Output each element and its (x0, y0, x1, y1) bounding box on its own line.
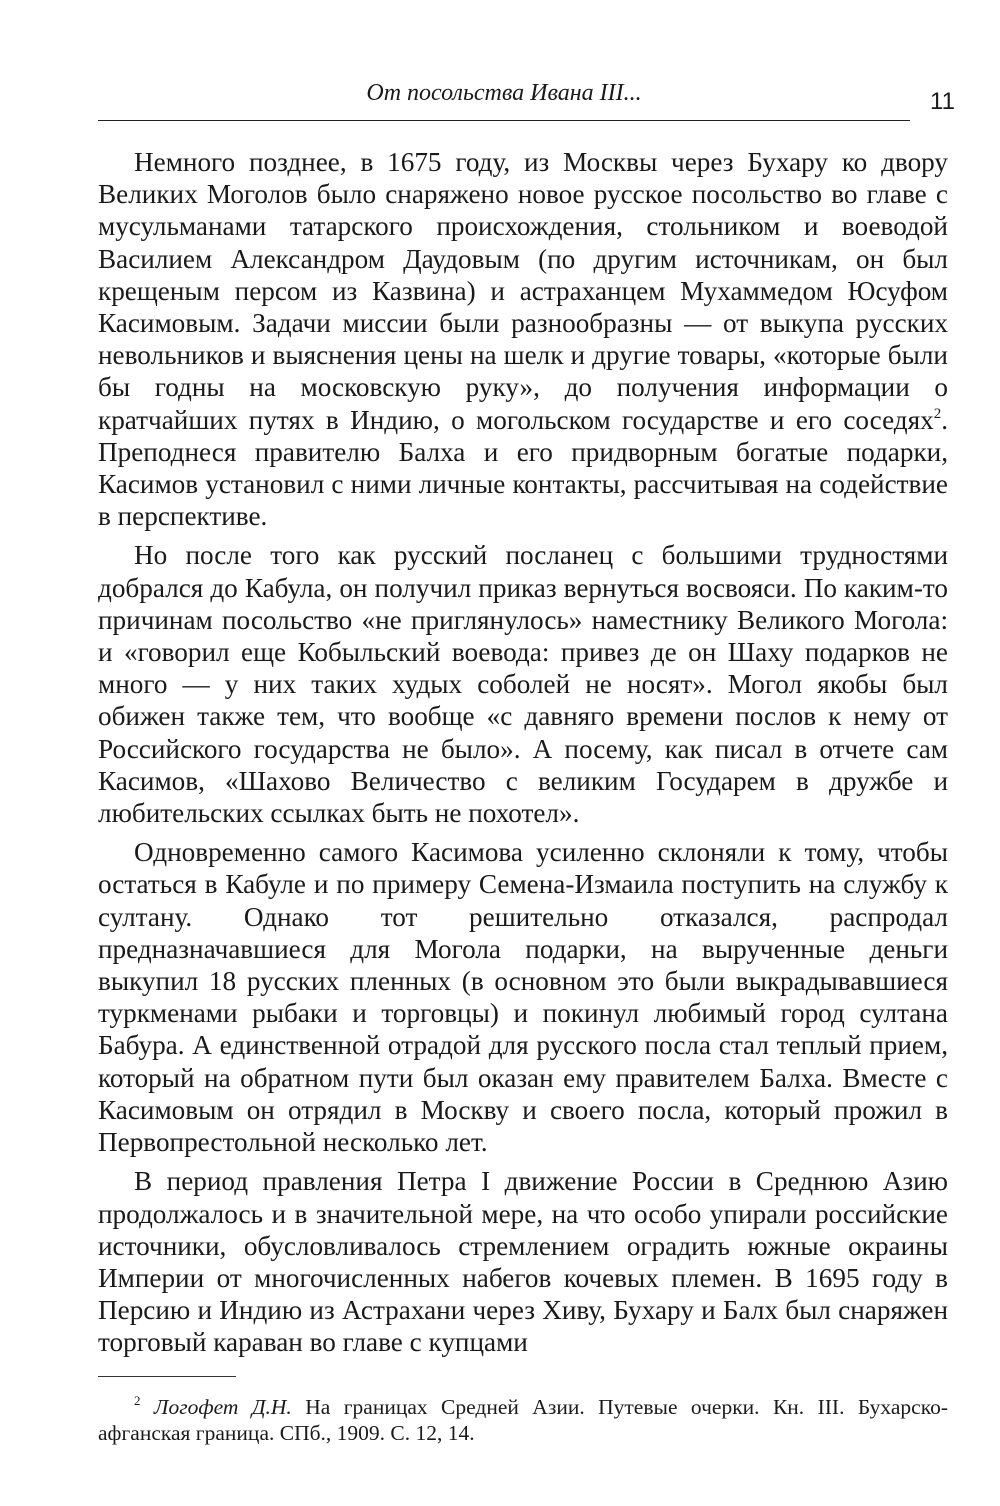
paragraph-1-text-continued: . Преподнеся правителю Балха и его придворным богатые подарки, Касимов установил с ними личные контакты, рассчитывая на содействие в перспективе. (98, 404, 948, 532)
page-number: 11 (930, 88, 955, 115)
footnote-text: На границах Средней Азии. Путевые очерки. Кн. III. Бухарско-афганская граница. СПб., 1909. С. 12, 14. (98, 1395, 948, 1445)
paragraph-2: Но после того как русский посланец с большими трудностями добрался до Кабула, он получил приказ вернуться восвояси. По каким-то причинам посольство «не приглянулось» наместнику Великого Могола: и «говорил еще Кобыльский воевода: привез де он Шаху подарков не много — у них таких худых соболей не носят». Могол якобы был обижен также тем, что вообще «с давняго времени послов к нему от Российского государства не было». А посему, как писал в отчете сам Касимов, «Шахово Величество с великим Государем в дружбе и любительских ссылках быть не похотел». (98, 540, 948, 829)
footnote (98, 1394, 948, 1446)
footnote-author: Логофет Д.Н. (153, 1395, 292, 1419)
running-title: От посольства Ивана III... (366, 80, 642, 106)
running-header (98, 78, 910, 121)
footnote-divider (98, 1376, 236, 1377)
paragraph-1 (98, 146, 948, 532)
paragraph-4: В период правления Петра I движение России в Среднюю Азию продолжалось и в значительной мере, на что особо упирали российские источники, обусловливалось стремлением оградить южные окраины Империи от многочисленных набегов кочевых племен. В 1695 году в Персию и Индию из Астрахани через Хиву, Бухару и Балх был снаряжен торговый караван во главе с купцами (98, 1166, 948, 1358)
footnote-reference: 2 (933, 405, 942, 422)
footnote-mark: 2 (134, 1393, 141, 1408)
paragraph-3: Одновременно самого Касимова усиленно склоняли к тому, чтобы остаться в Кабуле и по примеру Семена-Измаила поступить на службу к султану. Однако тот решительно отказался, распродал предназначавшиеся для Могола подарки, на вырученные деньги выкупил 18 русских пленных (в основном это были выкрадывавшиеся туркменами рыбаки и торговцы) и покинул любимый город султана Бабура. А единственной отрадой для русского посла стал теплый прием, который на обратном пути был оказан ему правителем Балха. Вместе с Касимовым он отрядил в Москву и своего посла, который прожил в Первопрестольной несколько лет. (98, 837, 948, 1158)
paragraph-1-text: Немного позднее, в 1675 году, из Москвы через Бухару ко двору Великих Моголов было снаряжено новое русское посольство во главе с мусульманами татарского происхождения, стольником и воеводой Василием Александром Даудовым (по другим источникам, он был крещеным персом из Казвина) и астраханцем Мухаммедом Юсуфом Касимовым. Задачи миссии были разнообразны — от выкупа русских невольников и выяснения цены на шелк и другие товары, «которые были бы годны на московскую руку», до получения информации о кратчайших путях в Индию, о могольском государстве и его соседях (98, 147, 948, 435)
body-text (98, 146, 948, 1366)
